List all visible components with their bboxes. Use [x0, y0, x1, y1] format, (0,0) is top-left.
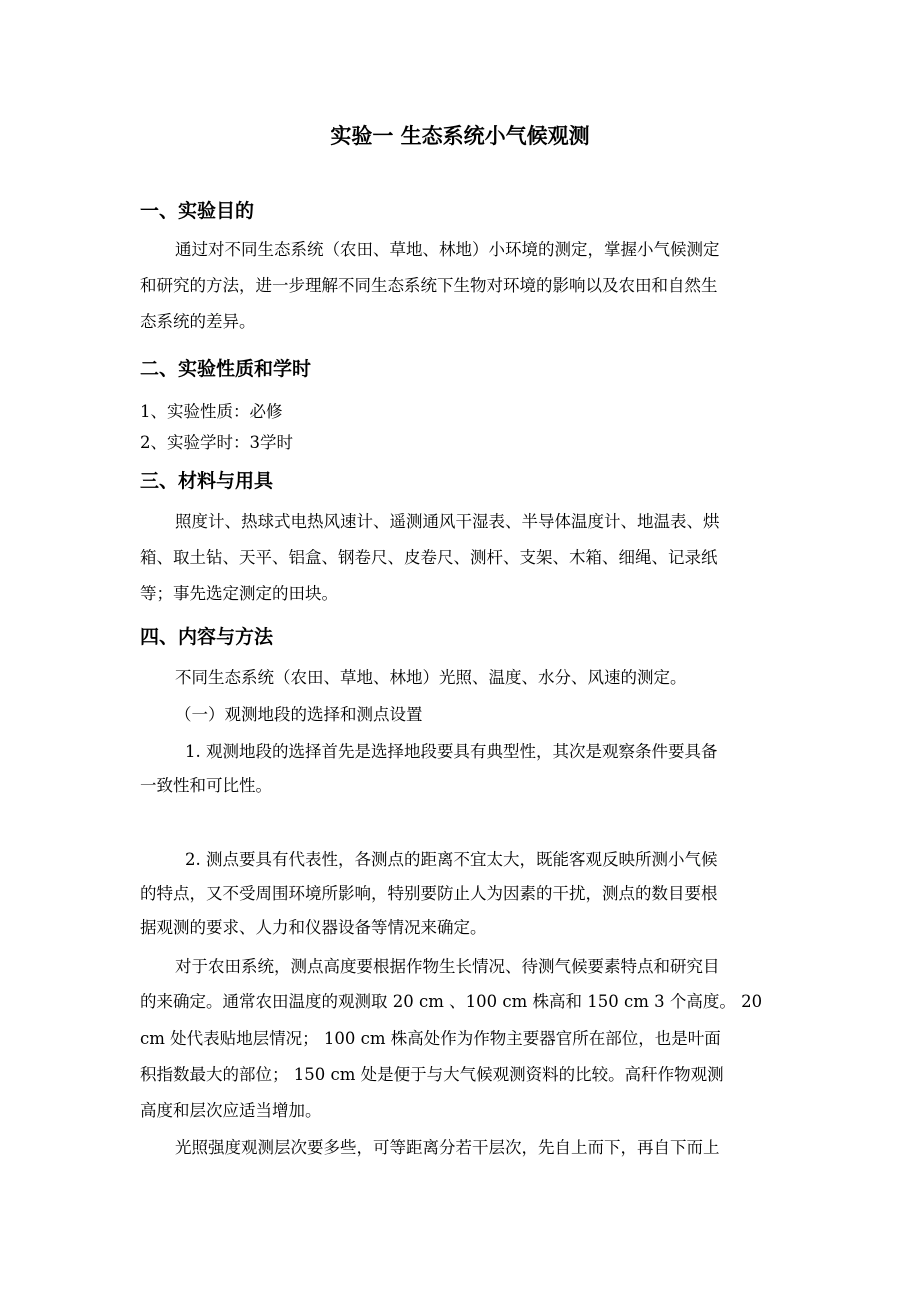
- methods-point2-line: 2. 测点要具有代表性，各测点的距离不宜太大，既能客观反映所测小气候: [185, 850, 718, 869]
- section-heading-methods: 四、内容与方法: [140, 626, 274, 648]
- materials-line: 箱、取土钻、天平、铝盒、钢卷尺、皮卷尺、测杆、支架、木箱、细绳、记录纸: [140, 548, 718, 567]
- methods-subheading: （一）观测地段的选择和测点设置: [175, 705, 423, 724]
- methods-farmland-line: 的来确定。通常农田温度的观测取 20 cm 、100 cm 株高和 150 cm 3 个高度。 20: [140, 992, 763, 1011]
- purpose-line: 和研究的方法，进一步理解不同生态系统下生物对环境的影响以及农田和自然生: [140, 276, 718, 295]
- methods-point2-line: 的特点，又不受周围环境所影响，特别要防止人为因素的干扰，测点的数目要根: [140, 884, 718, 903]
- materials-line: 照度计、热球式电热风速计、遥测通风干湿表、半导体温度计、地温表、烘: [175, 512, 720, 531]
- methods-point1-line: 1. 观测地段的选择首先是选择地段要具有典型性，其次是观察条件要具备: [185, 742, 718, 761]
- methods-intro: 不同生态系统（农田、草地、林地）光照、温度、水分、风速的测定。: [175, 668, 687, 687]
- methods-point1-line: 一致性和可比性。: [140, 776, 272, 795]
- purpose-line: 态系统的差异。: [140, 312, 256, 331]
- methods-farmland-line: 对于农田系统，测点高度要根据作物生长情况、待测气候要素特点和研究目: [175, 957, 720, 976]
- methods-farmland-line: 高度和层次应适当增加。: [140, 1101, 322, 1120]
- methods-light-line: 光照强度观测层次要多些，可等距离分若干层次，先自上而下，再自下而上: [175, 1138, 720, 1157]
- document-title: 实验一 生态系统小气候观测: [330, 124, 590, 148]
- materials-line: 等；事先选定测定的田块。: [140, 584, 338, 603]
- methods-farmland-line: 积指数最大的部位； 150 cm 处是便于与大气候观测资料的比较。高秆作物观测: [140, 1065, 724, 1084]
- purpose-line: 通过对不同生态系统（农田、草地、林地）小环境的测定，掌握小气候测定: [175, 240, 720, 259]
- nature-item: 2、实验学时：3学时: [140, 433, 293, 452]
- section-heading-materials: 三、材料与用具: [140, 470, 274, 492]
- methods-point2-line: 据观测的要求、人力和仪器设备等情况来确定。: [140, 918, 487, 937]
- methods-farmland-line: cm 处代表贴地层情况； 100 cm 株高处作为作物主要器官所在部位，也是叶面: [140, 1029, 721, 1048]
- section-heading-purpose: 一、实验目的: [140, 200, 255, 222]
- section-heading-nature: 二、实验性质和学时: [140, 358, 312, 380]
- nature-item: 1、实验性质：必修: [140, 402, 283, 421]
